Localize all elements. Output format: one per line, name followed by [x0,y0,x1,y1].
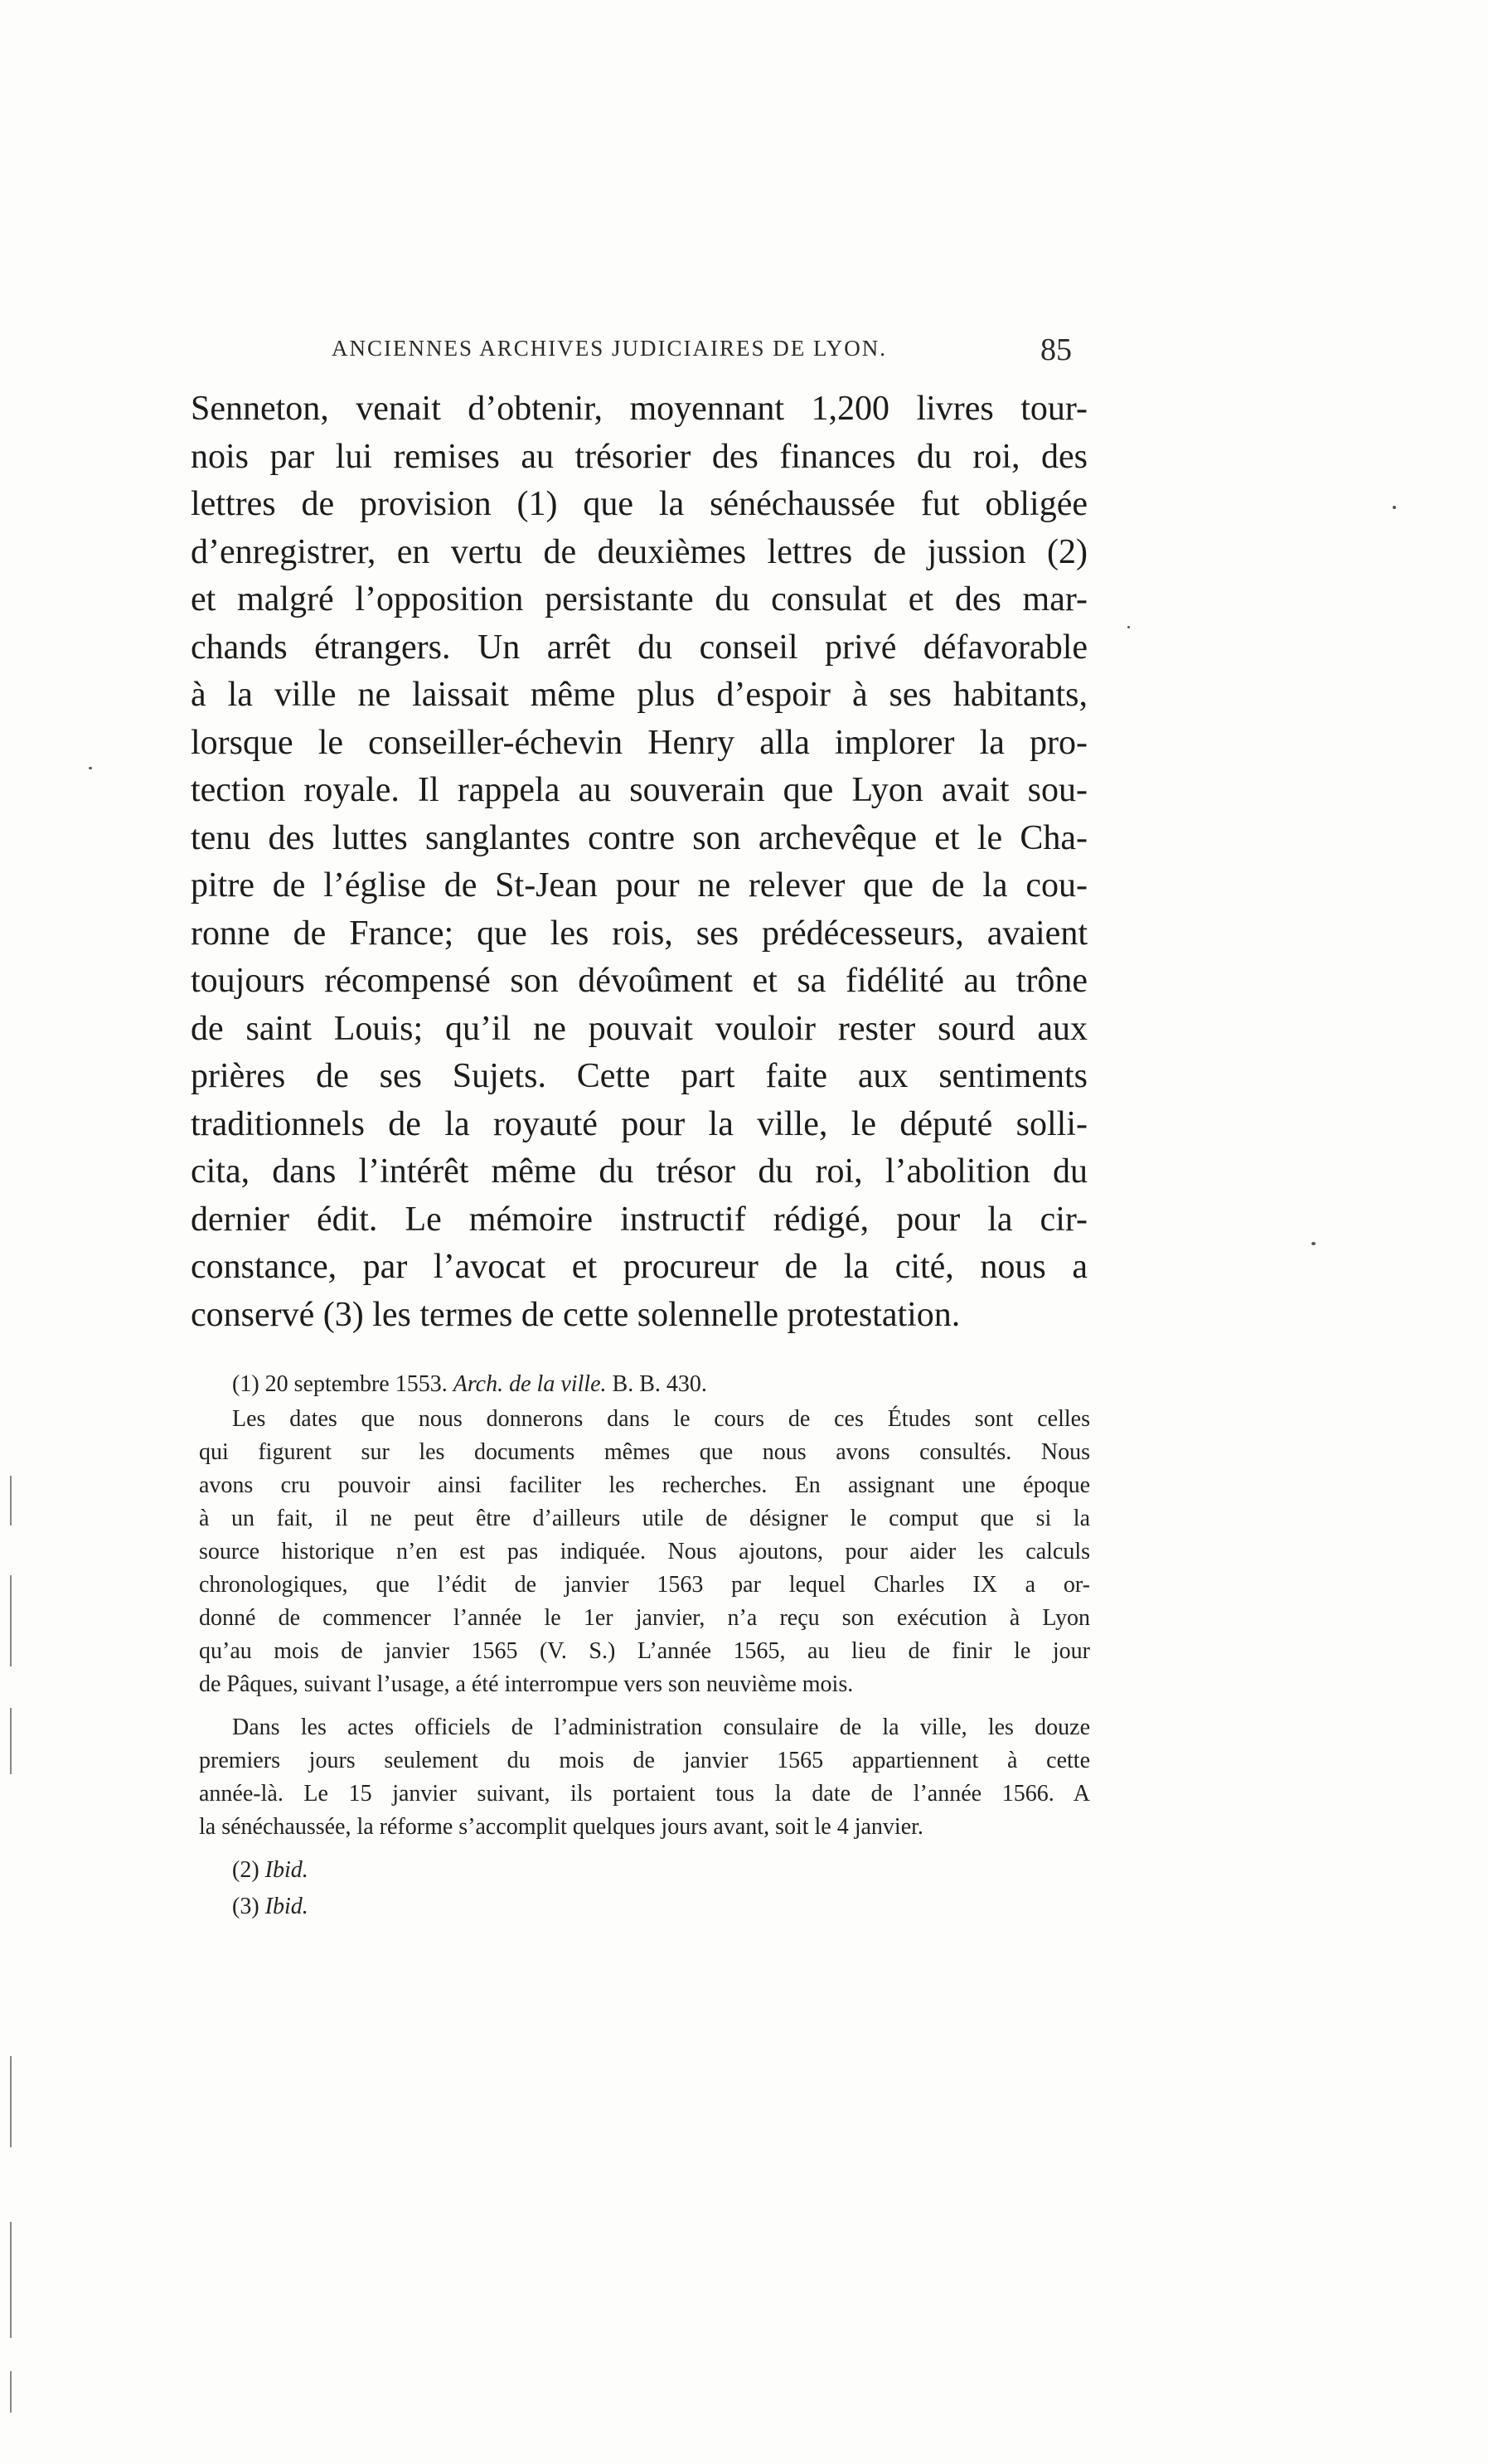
footnote-line: de Pâques, suivant l’usage, a été interrompue vers son neuvième mois. [199,1671,854,1697]
text-line: de saint Louis; qu’il ne pouvait vouloir rester sourd aux [191,1009,1088,1048]
text-line: tection royale. Il rappela au souverain que Lyon avait sou- [191,771,1088,809]
footnote-line: la sénéchaussée, la réforme s’accomplit quelques jours avant, soit le 4 janvier. [199,1814,923,1840]
footnote-text: Ibid. [264,1857,308,1883]
scan-edge-line [10,2222,12,2338]
text-line: lorsque le conseiller-échevin Henry alla implorer la pro- [191,723,1088,762]
text-line: Senneton, venait d’obtenir, moyennant 1,200 livres tour- [191,390,1088,428]
text-line: cita, dans l’intérêt même du trésor du roi, l’abolition du [191,1152,1088,1191]
scan-speck [1311,1242,1316,1245]
scan-edge-line [10,2371,12,2413]
scan-speck [1393,506,1396,509]
footnote-marker: (3) [232,1894,259,1919]
footnote-line: Dans les actes officiels de l’administration consulaire de la ville, les douze [232,1715,1090,1740]
footnote-line: donné de commencer l’année le 1er janvier, n’a reçu son exécution à Lyon [199,1605,1090,1631]
scan-edge-line [10,1476,12,1525]
footnotes [199,1366,1090,1925]
footnote-text: Ibid. [264,1894,308,1919]
page-number: 85 [1040,332,1072,367]
main-text [191,386,1088,1339]
text-line: nois par lui remises au trésorier des finances du roi, des [191,437,1088,476]
scan-speck [89,767,92,769]
scan-edge-line [10,2056,12,2147]
footnote-line: à un fait, il ne peut être d’ailleurs utile de désigner le comput que si la [199,1506,1090,1531]
footnote-line: chronologiques, que l’édit de janvier 1563 par lequel Charles IX a or- [199,1572,1090,1598]
footnote-line: qu’au mois de janvier 1565 (V. S.) L’année 1565, au lieu de finir le jour [199,1638,1090,1664]
text-line: dernier édit. Le mémoire instructif rédigé, pour la cir- [191,1200,1088,1239]
footnote-line: Les dates que nous donnerons dans le cours de ces Études sont celles [232,1406,1090,1432]
footnote-shelfmark: B. B. 430. [612,1371,707,1397]
footnote-2 [199,1852,1090,1889]
footnote-marker: (2) [232,1857,259,1883]
scan-speck [1127,626,1130,628]
text-line: et malgré l’opposition persistante du consulat et des mar- [191,580,1088,618]
scan-edge-line [10,1708,12,1774]
scan-edge-line [10,1575,12,1666]
text-line: toujours récompensé son dévoûment et sa fidélité au trône [191,962,1088,1000]
text-line: pitre de l’église de St-Jean pour ne relever que de la cou- [191,866,1088,905]
text-line: chands étrangers. Un arrêt du conseil privé défavorable [191,628,1088,667]
footnote-3 [199,1889,1090,1925]
text-line: prières de ses Sujets. Cette part faite aux sentiments [191,1057,1088,1095]
footnote-line: qui figurent sur les documents mêmes que nous avons consultés. Nous [199,1439,1090,1465]
footnote-date: 20 septembre 1553. [264,1371,448,1397]
text-line: d’enregistrer, en vertu de deuxièmes lettres de jussion (2) [191,532,1088,571]
running-title: ANCIENNES ARCHIVES JUDICIAIRES DE LYON. [332,336,888,361]
text-line: à la ville ne laissait même plus d’espoir à ses habitants, [191,676,1088,714]
text-line: constance, par l’avocat et procureur de la cité, nous a [191,1248,1088,1286]
text-line: traditionnels de la royauté pour la ville, le député solli- [191,1104,1088,1143]
footnote-marker: (1) [232,1371,259,1397]
text-line: lettres de provision (1) que la sénéchaussée fut obligée [191,485,1088,523]
text-line: conservé (3) les termes de cette solennelle protestation. [191,1295,961,1334]
footnote-line: année-là. Le 15 janvier suivant, ils portaient tous la date de l’année 1566. A [199,1781,1090,1807]
footnote-line: premiers jours seulement du mois de janvier 1565 appartiennent à cette [199,1748,1090,1773]
text-line: ronne de France; que les rois, ses prédécesseurs, avaient [191,914,1088,953]
footnote-1-heading [199,1366,1090,1403]
footnote-line: avons cru pouvoir ainsi faciliter les recherches. En assignant une époque [199,1472,1090,1498]
footnote-reference: Arch. de la ville. [453,1371,607,1397]
footnote-line: source historique n’en est pas indiquée. Nous ajoutons, pour aider les calculs [199,1539,1090,1564]
text-line: tenu des luttes sanglantes contre son archevêque et le Cha- [191,818,1088,857]
